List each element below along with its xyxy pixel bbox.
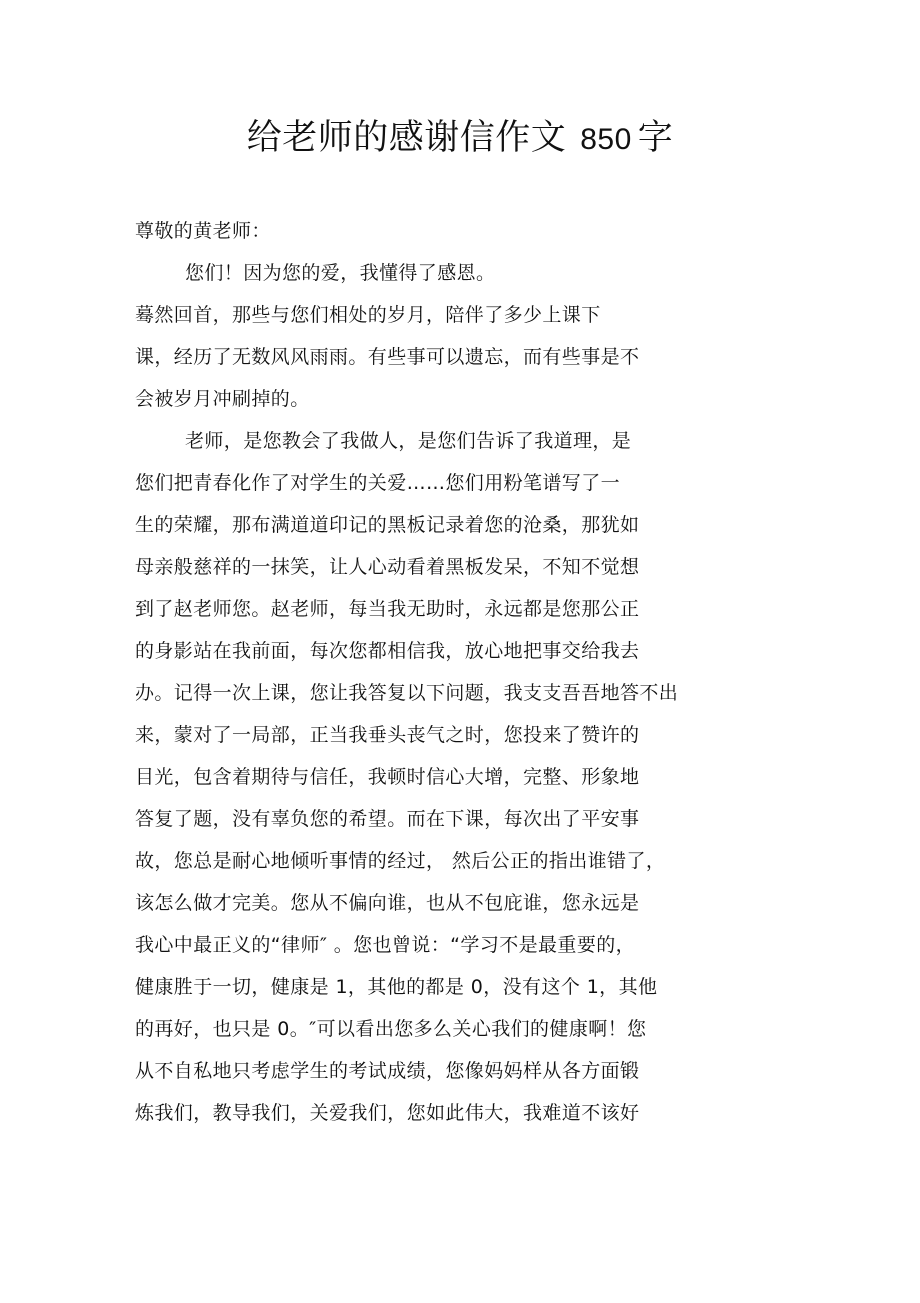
paragraph-line: 蓦然回首，那些与您们相处的岁月，陪伴了多少上课下 — [135, 304, 601, 326]
title-main: 给老师的感谢信作文 — [246, 118, 567, 158]
paragraph-line: 会被岁月冲刷掉的。 — [135, 388, 310, 410]
paragraph-line: 老师，是您教会了我做人，是您们告诉了我道理，是 — [185, 430, 632, 452]
paragraph-line: 办。记得一次上课，您让我答复以下问题，我支支吾吾地答不出 — [135, 682, 679, 704]
document-title — [0, 112, 920, 166]
paragraph-line: 课，经历了无数风风雨雨。有些事可以遗忘，而有些事是不 — [135, 346, 640, 368]
paragraph-line: 来，蒙对了一局部，正当我垂头丧气之时，您投来了赞许的 — [135, 724, 640, 746]
paragraph-line: 故，您总是耐心地倾听事情的经过， 然后公正的指出谁错了， — [135, 850, 666, 872]
paragraph-line: 的再好，也只是 0。″可以看出您多么关心我们的健康啊！您 — [135, 1018, 647, 1040]
paragraph-line: 母亲般慈祥的一抹笑，让人心动看着黑板发呆，不知不觉想 — [135, 556, 640, 578]
paragraph-line: 目光，包含着期待与信任，我顿时信心大增，完整、形象地 — [135, 766, 640, 788]
paragraph-line: 我心中最正义的“律师″ 。您也曾说：“学习不是最重要的， — [135, 934, 636, 956]
paragraph-line: 健康胜于一切，健康是 1，其他的都是 0，没有这个 1，其他 — [135, 976, 658, 998]
title-number: 850 — [580, 123, 632, 156]
paragraph-line: 您们！因为您的爱，我懂得了感恩。 — [185, 262, 496, 284]
paragraph-line: 到了赵老师您。赵老师，每当我无助时，永远都是您那公正 — [135, 598, 640, 620]
paragraph-line: 炼我们，教导我们，关爱我们，您如此伟大，我难道不该好 — [135, 1102, 640, 1124]
salutation-line: 尊敬的黄老师： — [135, 220, 271, 242]
paragraph-line: 该怎么做才完美。您从不偏向谁，也从不包庇谁，您永远是 — [135, 892, 640, 914]
paragraph-line: 的身影站在我前面，每次您都相信我，放心地把事交给我去 — [135, 640, 640, 662]
title-suffix: 字 — [637, 118, 674, 158]
paragraph-line: 生的荣耀，那布满道道印记的黑板记录着您的沧桑，那犹如 — [135, 514, 640, 536]
letter-body — [135, 212, 755, 1132]
paragraph-line: 答复了题，没有辜负您的希望。而在下课，每次出了平安事 — [135, 808, 640, 830]
paragraph-line: 您们把青春化作了对学生的关爱……您们用粉笔谱写了一 — [135, 472, 621, 494]
paragraph-line: 从不自私地只考虑学生的考试成绩，您像妈妈样从各方面锻 — [135, 1060, 640, 1082]
